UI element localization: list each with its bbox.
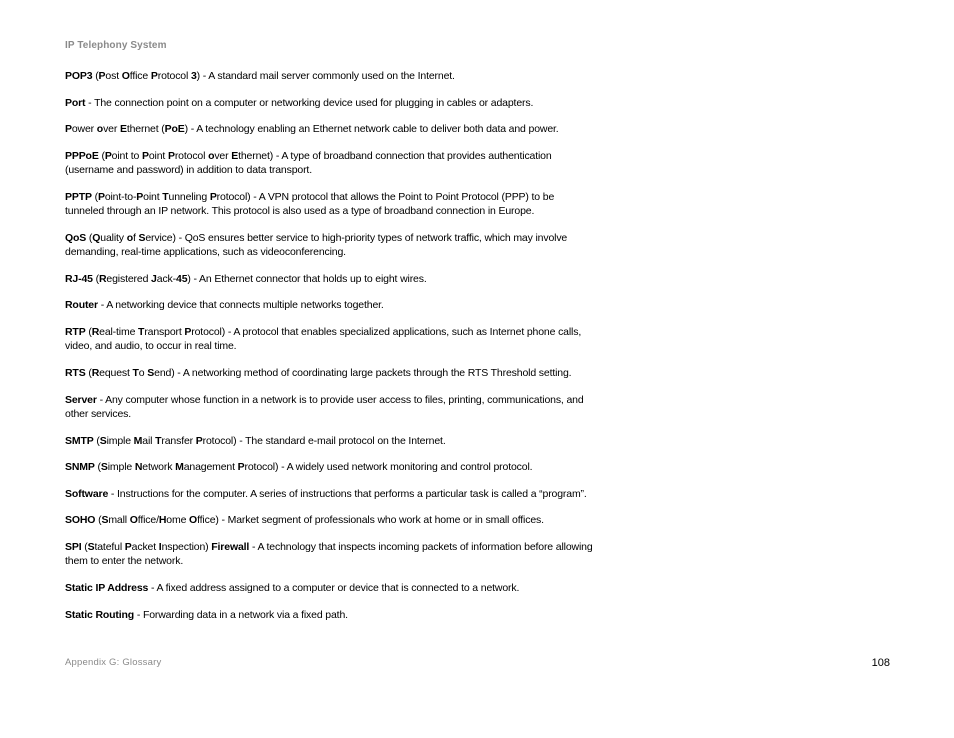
glossary-entry-rtp xyxy=(65,325,595,354)
glossary-text: ( xyxy=(91,190,98,203)
glossary-text: uality xyxy=(100,231,127,244)
glossary-term-bold: 3 xyxy=(190,70,197,82)
glossary-term-bold: P xyxy=(104,149,112,162)
glossary-term-bold: Q xyxy=(92,231,101,244)
glossary-term-bold: Port xyxy=(65,96,86,109)
glossary-text: ail xyxy=(142,434,156,447)
glossary-term-bold: T xyxy=(162,190,169,203)
glossary-text: ver xyxy=(103,123,120,136)
glossary-text: - The connection point on a computer or networking device used for plugging in cables or adapters. xyxy=(85,96,534,109)
glossary-text: ower xyxy=(71,123,97,136)
glossary-text: rotocol) - A VPN protocol that allows the Point to Point Protocol (PPP) to be tunneled through an IP network. This protocol is also used as a type of broadband connection in Europe. xyxy=(65,190,555,218)
glossary-text: - A fixed address assigned to a computer or device that is connected to a network. xyxy=(148,581,520,594)
glossary-term-bold: P xyxy=(195,434,203,447)
glossary-term-bold: R xyxy=(98,272,107,285)
glossary-text: egistered xyxy=(106,272,152,285)
glossary-entry-software xyxy=(65,487,595,501)
glossary-entry-static-routing xyxy=(65,608,595,622)
glossary-text: mall xyxy=(108,514,130,527)
glossary-term-bold: o xyxy=(96,123,104,136)
glossary-term-bold: O xyxy=(189,514,198,527)
glossary-text: ) - An Ethernet connector that holds up to eight wires. xyxy=(187,272,427,285)
glossary-text: ransport xyxy=(144,325,185,338)
glossary-text: end) - A networking method of coordinating large packets through the RTS Threshold setting. xyxy=(154,366,572,379)
glossary-text: rotocol xyxy=(174,149,209,162)
glossary-text: ver xyxy=(214,149,232,162)
glossary-term-bold: P xyxy=(237,461,245,474)
glossary-term-bold: T xyxy=(155,434,162,447)
glossary-term-bold: S xyxy=(100,461,108,474)
glossary-text: ( xyxy=(81,540,88,553)
page-header-title: IP Telephony System xyxy=(65,40,167,51)
glossary-entry-poe xyxy=(65,122,595,136)
glossary-entry-pop3 xyxy=(65,69,595,83)
glossary-text: ( xyxy=(85,366,92,379)
glossary-term-bold: SPI xyxy=(65,540,82,553)
glossary-entry-pptp xyxy=(65,190,595,219)
glossary-term-bold: P xyxy=(124,540,132,553)
glossary-text: f xyxy=(132,231,139,244)
glossary-term-bold: P xyxy=(136,190,144,203)
glossary-entry-snmp xyxy=(65,460,595,474)
glossary-term-bold: M xyxy=(133,434,143,447)
glossary-text: ffice xyxy=(129,70,151,82)
glossary-entry-server xyxy=(65,393,595,422)
glossary-term-bold: Static IP Address xyxy=(65,581,149,594)
glossary-term-bold: T xyxy=(138,325,145,338)
glossary-text: o xyxy=(138,366,148,379)
glossary-term-bold: P xyxy=(167,149,175,162)
glossary-text: nspection) xyxy=(161,540,212,553)
glossary-text: imple xyxy=(107,461,135,474)
glossary-entry-rts xyxy=(65,366,595,380)
glossary-term-bold: SMTP xyxy=(65,434,94,447)
glossary-term-bold: S xyxy=(101,514,109,527)
glossary-term-bold: P xyxy=(97,190,105,203)
glossary-term-bold: PPTP xyxy=(65,190,92,203)
glossary-entry-pppoe xyxy=(65,149,595,178)
glossary-text: ) - A standard mail server commonly used on the Internet. xyxy=(196,70,455,82)
glossary-term-bold: QoS xyxy=(65,231,87,244)
glossary-text: ( xyxy=(85,325,92,338)
glossary-term-bold: M xyxy=(175,461,184,474)
glossary-text: equest xyxy=(99,366,133,379)
glossary-term-bold: H xyxy=(158,514,167,527)
glossary-term-bold: Server xyxy=(65,393,97,406)
glossary-text: thernet) - A type of broadband connection that provides authentication (username and password) in addition to data transport. xyxy=(65,149,552,177)
glossary-text: ffice/ xyxy=(137,514,159,527)
glossary-term-bold: I xyxy=(158,540,162,553)
glossary-term-bold: P xyxy=(150,70,158,82)
glossary-term-bold: N xyxy=(134,461,143,474)
glossary-term-bold: O xyxy=(129,514,138,527)
glossary-term-bold: Firewall xyxy=(211,540,250,553)
glossary-entry-smtp xyxy=(65,434,595,448)
glossary-text: ( xyxy=(93,434,100,447)
glossary-term-bold: R xyxy=(91,366,100,379)
glossary-text: - Any computer whose function in a network is to provide user access to files, printing, communications, and other services. xyxy=(65,393,584,420)
glossary-text: ost xyxy=(105,70,122,82)
glossary-term-bold: RJ-45 xyxy=(65,272,93,285)
glossary-term-bold: 45 xyxy=(176,272,188,285)
glossary-entry-soho xyxy=(65,513,595,527)
glossary-term-bold: R xyxy=(91,325,100,338)
glossary-term-bold: S xyxy=(99,434,107,447)
glossary-text: ( xyxy=(94,461,101,474)
glossary-text: - A networking device that connects multiple networks together. xyxy=(97,299,384,312)
glossary-text: - Forwarding data in a network via a fixed path. xyxy=(134,608,348,621)
glossary-term-bold: RTS xyxy=(65,366,86,379)
glossary-text: - Instructions for the computer. A series of instructions that performs a particular task is called a “program”. xyxy=(108,487,587,500)
glossary-text: ransfer xyxy=(161,434,196,447)
glossary-term-bold: P xyxy=(184,325,192,338)
glossary-text: rotocol) - A protocol that enables specialized applications, such as Internet phone calls, video, and audio, to occur in real time. xyxy=(65,325,582,353)
glossary-text: acket xyxy=(131,540,159,553)
glossary-text: oint to xyxy=(111,149,142,162)
glossary-text: ( xyxy=(92,272,99,285)
glossary-text: ervice) - QoS ensures better service to high-priority types of network traffic, which may involve demanding, real-time applications, such as videoconferencing. xyxy=(65,231,568,259)
glossary-term-bold: Router xyxy=(65,299,98,312)
glossary-text: ( xyxy=(98,149,105,162)
glossary-text: eal-time xyxy=(99,325,139,338)
glossary-term-bold: E xyxy=(119,123,127,136)
glossary-text: oint xyxy=(143,190,163,203)
glossary-term-bold: P xyxy=(98,70,106,82)
glossary-text: thernet ( xyxy=(126,123,165,136)
glossary-text: ack- xyxy=(156,272,176,285)
glossary-term-bold: P xyxy=(209,190,217,203)
glossary-term-bold: T xyxy=(132,366,139,379)
glossary-term-bold: Software xyxy=(65,487,109,500)
glossary-term-bold: O xyxy=(121,70,130,82)
glossary-text: imple xyxy=(106,434,134,447)
glossary-text: rotocol xyxy=(157,70,191,82)
glossary-text: rotocol) - A widely used network monitoring and control protocol. xyxy=(244,461,533,474)
glossary-term-bold: POP3 xyxy=(65,70,93,82)
glossary-text: ( xyxy=(86,231,93,244)
glossary-entry-qos xyxy=(65,231,595,260)
glossary-entry-spi xyxy=(65,540,595,569)
glossary-text: - A technology that inspects incoming packets of information before allowing them to enter the network. xyxy=(65,540,593,568)
glossary-term-bold: o xyxy=(126,231,133,244)
glossary-term-bold: SNMP xyxy=(65,461,95,474)
glossary-term-bold: J xyxy=(151,272,157,285)
glossary-text: rotocol) - The standard e-mail protocol on the Internet. xyxy=(202,434,446,447)
glossary-term-bold: SOHO xyxy=(65,514,96,527)
glossary-term-bold: S xyxy=(87,540,95,553)
glossary-text: unneling xyxy=(168,190,210,203)
glossary-entry-router xyxy=(65,298,595,312)
glossary-text: ffice) - Market segment of professionals who work at home or in small offices. xyxy=(197,514,544,527)
glossary-text: ( xyxy=(95,514,102,527)
glossary-term-bold: PoE xyxy=(164,123,185,136)
glossary-term-bold: P xyxy=(65,123,72,136)
glossary-term-bold: S xyxy=(147,366,155,379)
glossary-list xyxy=(65,69,595,634)
glossary-term-bold: PPPoE xyxy=(65,149,99,162)
glossary-text: ( xyxy=(92,70,99,82)
glossary-text: anagement xyxy=(183,461,238,474)
glossary-entry-port xyxy=(65,96,595,110)
page-number: 108 xyxy=(871,657,890,669)
glossary-text: oint xyxy=(148,149,168,162)
glossary-term-bold: P xyxy=(142,149,149,162)
glossary-entry-static-ip xyxy=(65,581,595,595)
glossary-term-bold: Static Routing xyxy=(65,608,135,621)
footer-section-title: Appendix G: Glossary xyxy=(65,657,162,668)
glossary-text: etwork xyxy=(142,461,176,474)
glossary-term-bold: o xyxy=(208,149,215,162)
glossary-entry-rj45 xyxy=(65,272,595,286)
glossary-term-bold: S xyxy=(138,231,146,244)
glossary-term-bold: E xyxy=(231,149,239,162)
glossary-text: ome xyxy=(166,514,190,527)
glossary-term-bold: RTP xyxy=(65,325,86,338)
glossary-text: ) - A technology enabling an Ethernet network cable to deliver both data and power. xyxy=(184,123,559,136)
glossary-text: oint-to- xyxy=(104,190,137,203)
glossary-text: tateful xyxy=(94,540,125,553)
